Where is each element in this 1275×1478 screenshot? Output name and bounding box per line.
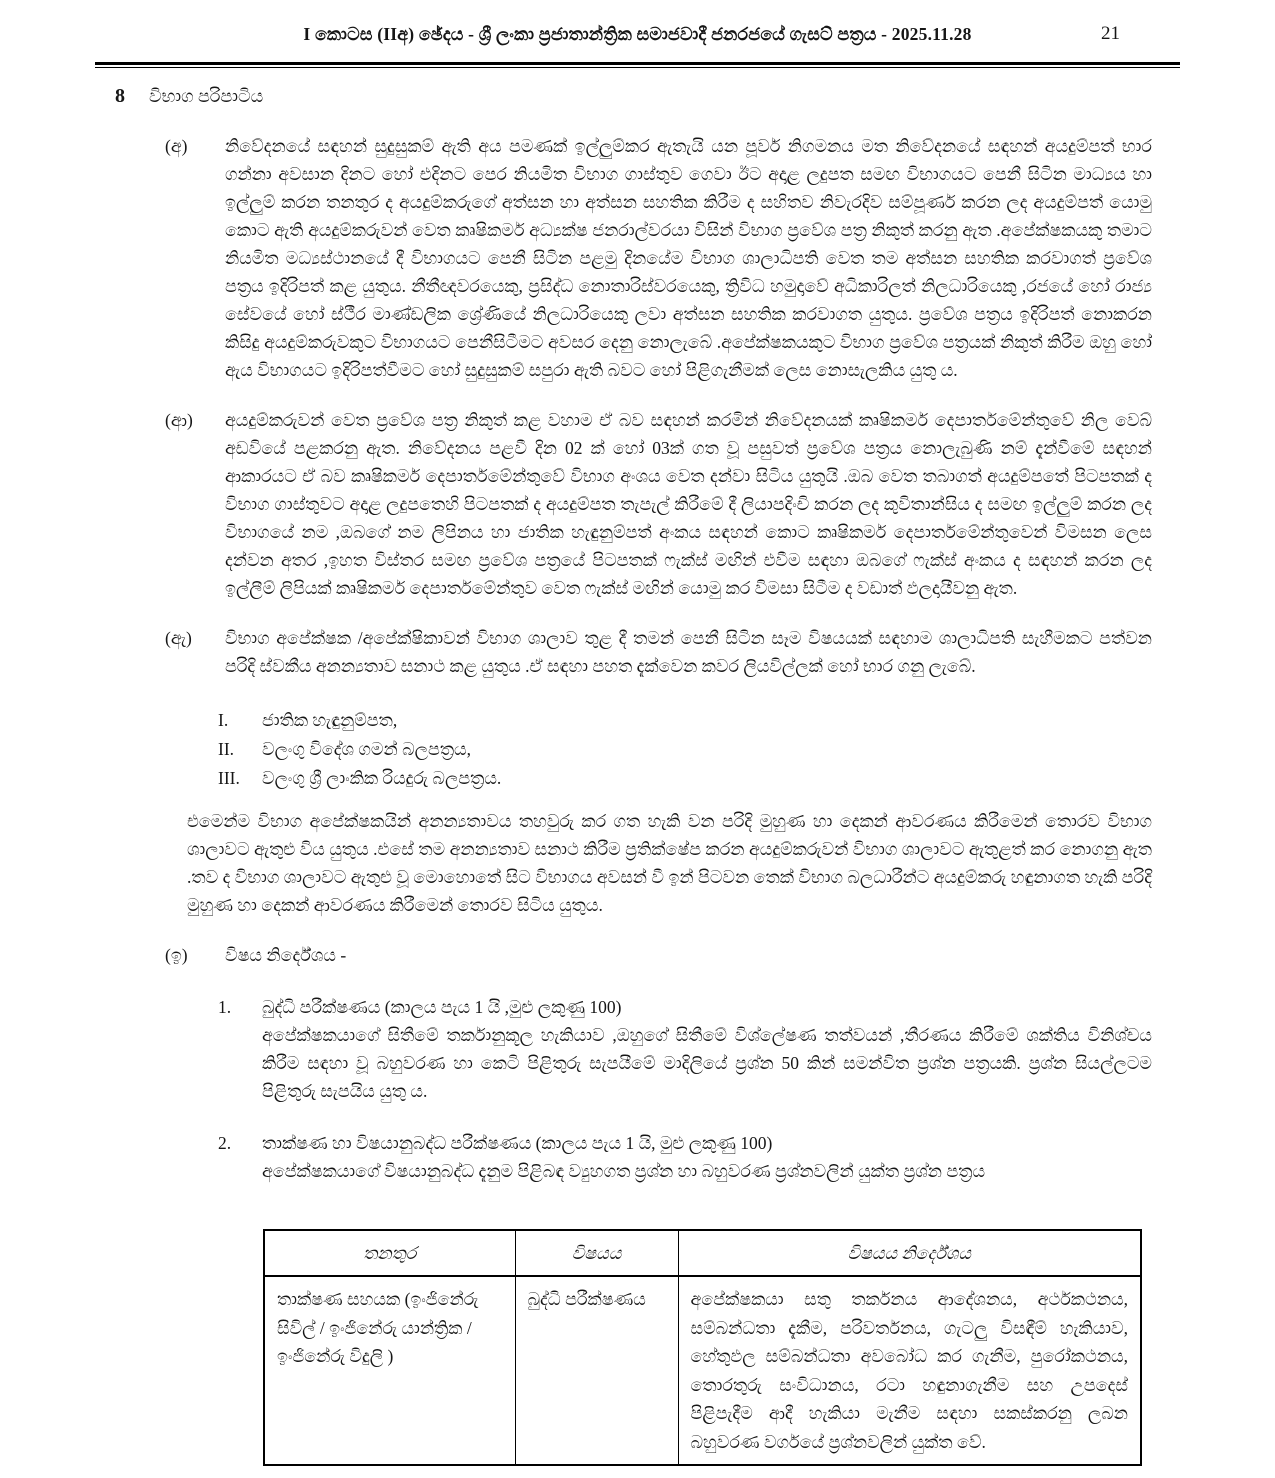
syllabus-item-2-body <box>262 1129 1152 1185</box>
clause-i <box>165 941 1152 969</box>
list-item-text: වලංගු ශ්‍රී ලාංකික රියදුරු බලපත්‍රය. <box>262 768 502 788</box>
clause-aa-label: (ආ) <box>165 410 193 430</box>
clause-aa <box>165 406 1152 602</box>
clause-ae <box>165 624 1152 680</box>
syllabus-item-2 <box>218 1129 1152 1185</box>
column-header-post: තනතුර <box>264 1230 515 1276</box>
syllabus-item-1-title: බුද්ධි පරීක්ෂණය (කාලය පැය 1 යි ,මුළු ලකුණු 100) <box>262 997 622 1017</box>
cell-subject: බුද්ධි පරීක්ෂණය <box>515 1276 678 1465</box>
clause-aa-text: අයදුම්කරුවන් වෙත ප්‍රවේශ පත්‍ර නිකුත් කළ වහාම ඒ බව සඳහන් කරමින් නිවේදනයක් කෘෂිකර්ම දෙපාර්තමේන්තුවේ නිල වෙබ් අඩවියේ පළකරනු ඇත. නිවේදනය පළවී දින 02 ක් හෝ 03ක් ගත වූ පසුවත් ප්‍රවේශ පත්‍රය නොලැබුණි නම් දැන්වීමේ සඳහන් ආකාරයට ඒ බව කෘෂිකර්ම දෙපාර්තමේන්තුවේ විභාග අංශය වෙත දන්වා සිටිය යුතුයි .ඔබ වෙත තබාගත් අයදුම්පතේ පිටපතක් ද විභාග ගාස්තුවට අදාළ ලදුපතෙහි පිටපතක් ද අයදුම්පත තැපැල් කිරීමේ දී ලියාපදිංචි කරන ලද කුවිතාන්සිය ද සමඟ ඉල්ලුම් කරන ලද විභාගයේ නම ,ඔබගේ නම ලිපිනය හා ජාතික හැඳුනුම්පත් අංකය සඳහන් කොට කෘෂිකර්ම දෙපාර්තමේන්තුවෙන් විමසන ලෙස දන්වන අතර ,ඉහත විස්තර සමඟ ප්‍රවේශ පත්‍රයේ පිටපතක් ෆැක්ස් මඟින් එවීම සඳහා ඔබගේ ෆැක්ස් අංකය ද සඳහන් කරන ලද ඉල්ලීම් ලිපියක් කෘෂිකර්ම දෙපාර්තමේන්තුව වෙත ෆැක්ස් මඟින් යොමු කර විමසා සිටීම ද වඩාත් ඵලදායීවනු ඇත. <box>225 410 1152 598</box>
syllabus-item-1-body <box>262 993 1152 1105</box>
clause-a <box>165 132 1152 384</box>
clause-ae-label: (ඇ) <box>165 628 192 648</box>
gazette-header-title: I කොටස (IIඅ) ඡේදය - ශ්‍රී ලංකා ප්‍රජාතාන්ත්‍රික සමාජවාදී ජනරජයේ ගැසට් පත්‍රය - 2025.11.28 <box>303 24 972 44</box>
cell-post: තාක්ෂණ සහයක (ඉංජිනේරු සිවිල් / ඉංජිනේරු යාන්ත්‍රික / ඉංජිනේරු විදුලි ) <box>264 1276 515 1465</box>
syllabus-item-2-title: තාක්ෂණ හා විෂයානුබද්ධ පරීක්ෂණය (කාලය පැය 1 යි, මුළු ලකුණු 100) <box>262 1133 773 1153</box>
list-item <box>218 735 1152 764</box>
page-number: 21 <box>1101 23 1120 44</box>
clause-i-label: (ඉ) <box>165 945 188 965</box>
syllabus-item-1-number: 1. <box>218 997 232 1017</box>
table-row <box>264 1276 1141 1465</box>
identity-document-list <box>218 706 1152 793</box>
list-item-text: වලංගු විදේශ ගමන් බලපත්‍රය, <box>262 739 471 759</box>
page-header <box>0 0 1275 58</box>
section-title: විභාග පරිපාටිය <box>149 86 264 106</box>
section-heading <box>115 82 1275 110</box>
list-item-numeral: I. <box>218 710 229 730</box>
clause-i-text: විෂය නිර්දේශය - <box>225 945 347 965</box>
syllabus-item-1 <box>218 993 1152 1105</box>
list-item-text: ජාතික හැඳුනුම්පත, <box>262 710 398 730</box>
cell-syllabus: අපේක්ෂකයා සතු තර්කනය ආදේශනය, අර්ථකථනය, සම්බන්ධතා දැකීම, පරිවර්තනය, ගැටලු විසඳීම් හැකියාව, හේතුඵල සම්බන්ධතා අවබෝධ කර ගැනීම, පුරෝකථනය, තොරතුරු සංවිධානය, රටා හඳුනාගැනීම සහ උපදෙස් පිළිපැදීම ආදී හැකියා මැනීම සඳහා සකස්කරනු ලබන බහුවරණ වර්ගයේ ප්‍රශ්නවලින් යුක්ත වේ. <box>678 1276 1141 1465</box>
syllabus-item-2-text: අපේක්ෂකයාගේ විෂයානුබද්ධ දැනුම පිළිබඳ ව්‍යුහගත ප්‍රශ්න හා බහුවරණ ප්‍රශ්නවලින් යුක්ත ප්‍රශ්න පත්‍රය <box>262 1161 986 1181</box>
section-number: 8 <box>115 85 125 107</box>
list-item-numeral: II. <box>218 739 235 759</box>
clause-ae-text: විභාග අපේක්ෂක /අපේක්ෂිකාවන් විභාග ශාලාව තුළ දී තමන් පෙනී සිටින සෑම විෂයයක් සඳහාම ශාලාධිපති සැහීමකට පත්වන පරිදි ස්වකීය අනන්‍යතාව සනාථ කළ යුතුය .ඒ සඳහා පහත දැක්වෙන කවර ලියවිල්ලක් හෝ භාර ගනු ලැබේ. <box>225 628 1152 676</box>
document-body <box>165 132 1152 1466</box>
header-divider-rule <box>95 62 1180 68</box>
clause-ae-continuation: එමෙන්ම විභාග අපේක්ෂකයින් අනන්‍යතාවය තහවුරු කර ගත හැකි වන පරිදි මුහුණ හා දෙකන් ආවරණය කිරීමෙන් තොරව විභාග ශාලාවට ඇතුළු විය යුතුය .එසේ තම අනන්‍යතාව සනාථ කිරීම ප්‍රතික්ෂේප කරන අයදුම්කරුවන් විභාග ශාලාවට ඇතුළත් කර නොගනු ඇත .තව ද විභාග ශාලාවට ඇතුළු වූ මොහොතේ සිට විභාගය අවසන් වී ඉන් පිටවන තෙක් විභාග බලධාරීන්ට අයදුම්කරු හඳුනාගත හැකි පරිදි මුහුණ හා දෙකන් ආවරණය කිරීමෙන් තොරව සිටිය යුතුය. <box>187 811 1152 915</box>
syllabus-item-1-text: අපේක්ෂකයාගේ සිතීමේ තර්කානුකූල හැකියාව ,ඔහුගේ සිතීමේ විශ්ලේෂණ තත්වයන් ,තීරණය කිරීමේ ශක්තිය විනිශ්චය කිරීම සඳහා වූ බහුවරණ හා කෙටි පිළිතුරු සැපයීමේ මාදිලියේ ප්‍රශ්න 50 කින් සමන්විත ප්‍රශ්න පත්‍රයකි. ප්‍රශ්න සියල්ලටම පිළිතුරු සැපයිය යුතු ය. <box>262 1025 1152 1101</box>
column-header-subject: විෂයය <box>515 1230 678 1276</box>
syllabus-table-header-row <box>264 1230 1141 1276</box>
list-item <box>218 764 1152 793</box>
clause-a-label: (අ) <box>165 136 188 156</box>
clause-a-text: නිවේදනයේ සඳහන් සුදුසුකම් ඇති අය පමණක් ඉල්ලුම්කර ඇතැයි යන පූර්ව නිගමනය මත නිවේදනයේ සඳහන් අයදුම්පත් භාර ගන්නා අවසාන දිනට හෝ එදිනට පෙර නියමිත විභාග ගාස්තුව ගෙවා ඊට අදාළ ලදුපත සමඟ විභාගයට පෙනී සිටින මාධ්‍යය හා ඉල්ලුම් කරන තනතුර ද අයදුම්කරුගේ අත්සන හා අත්සන සහතික කිරීම ද සහිතව නිවැරදිව සම්පූර්ණ කරන ලද අයදුම්පත් යොමු කොට ඇති අයදුම්කරුවන් වෙත කෘෂිකර්ම අධ්‍යක්ෂ ජනරාල්වරයා විසින් විභාග ප්‍රවේශ පත්‍ර නිකුත් කරනු ඇත .අපේක්ෂකයකු තමාට නියමිත මධ්‍යස්ථානයේ දී විභාගයට පෙනී සිටින පළමු දිනයේම විභාග ශාලාධිපති වෙත තම අත්සන සහතික කරවාගත් ප්‍රවේශ පත්‍රය ඉදිරිපත් කළ යුතුය. නීතීඥවරයෙකු, ප්‍රසිද්ධ නොතාරිස්වරයෙකු, ත්‍රිවිධ හමුදාවේ අධිකාරිලත් නිලධාරියෙකු ,රජයේ හෝ රාජ්‍ය සේවයේ හෝ ස්ථීර මාණ්ඩලික ශ්‍රේණියේ නිලධාරියෙකු ලවා අත්සන සහතික කරවාගත යුතුය. ප්‍රවේශ පත්‍රය ඉදිරිපත් නොකරන කිසිදු අයදුම්කරුවකුට විභාගයට පෙනීසිටීමට අවසර දෙනු නොලැබේ .අපේක්ෂකයකුට විභාග ප්‍රවේශ පත්‍රයක් නිකුත් කිරීම ඔහු හෝ ඇය විභාගයට ඉදිරිපත්වීමට හෝ සුදුසුකම් සපුරා ඇති බවට හෝ පිළිගැනීමක් ලෙස නොසැලකිය යුතු ය. <box>225 136 1152 380</box>
syllabus-item-2-number: 2. <box>218 1133 232 1153</box>
list-item-numeral: III. <box>218 768 240 788</box>
syllabus-table <box>263 1229 1142 1466</box>
list-item <box>218 706 1152 735</box>
column-header-syllabus: විෂයය නිර්දේශය <box>678 1230 1141 1276</box>
